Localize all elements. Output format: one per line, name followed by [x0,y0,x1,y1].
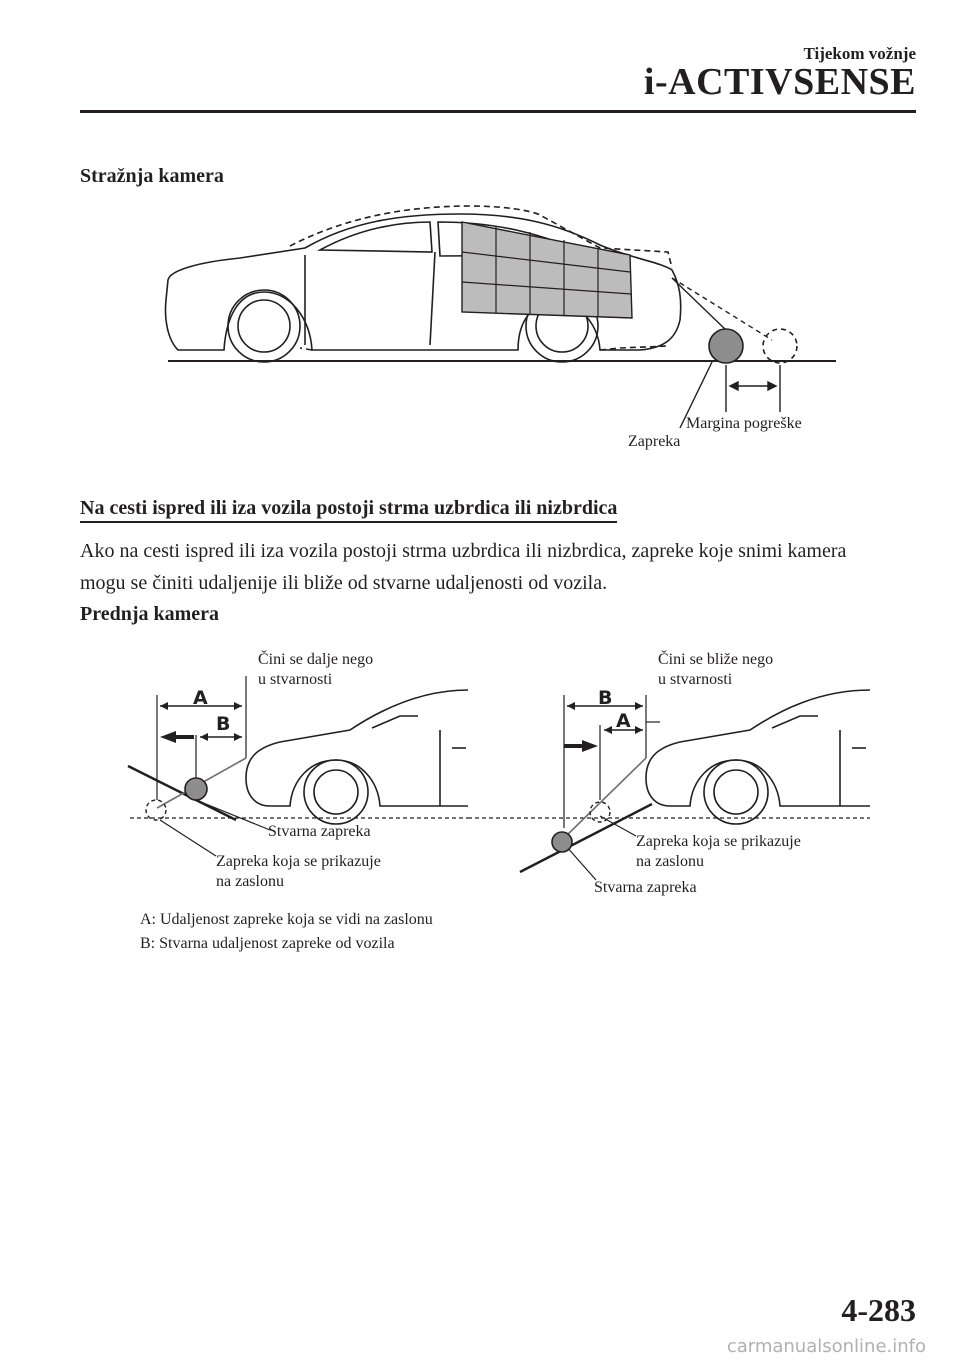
left-shown-line1: Zapreka koja se prikazuje [216,853,381,870]
left-letter-b: B [216,713,231,735]
rear-displayed-obstacle [763,329,797,363]
rear-camera-grid [462,222,632,318]
rear-actual-obstacle [709,329,743,363]
right-shown-line1: Zapreka koja se prikazuje [636,833,801,850]
right-letter-b: B [598,687,613,709]
right-appears-line1: Čini se bliže nego [658,651,774,668]
header-title: i-ACTIVSENSE [643,61,916,103]
rear-label-obstacle: Zapreka [628,433,681,450]
legend-b: B: Stvarna udaljenost zapreke od vozila [140,935,395,952]
left-letter-a: A [193,687,208,709]
section-heading: Na cesti ispred ili iza vozila postoji strma uzbrdica ili nizbrdica [80,497,617,523]
left-actual-label: Stvarna zapreka [268,823,371,840]
watermark: carmanualsonline.info [726,1336,926,1357]
front-camera-heading: Prednja kamera [80,603,220,625]
section-paragraph: Ako na cesti ispred ili iza vozila postoji strma uzbrdica ili nizbrdica, zapreke koje snimi kamera mogu se činiti udaljenije ili bliže od stvarne udaljenosti od vozila. [80,540,847,594]
header-section: Tijekom vožnje [803,44,916,63]
legend-a: A: Udaljenost zapreke koja se vidi na zaslonu [140,911,433,928]
rear-camera-heading: Stražnja kamera [80,165,224,187]
right-letter-a: A [616,710,631,732]
right-appears-line2: u stvarnosti [658,671,733,688]
rear-label-margin: Margina pogreške [686,415,802,432]
right-actual-label: Stvarna zapreka [594,879,697,896]
right-shown-line2: na zaslonu [636,853,704,870]
left-shown-line2: na zaslonu [216,873,284,890]
left-appears-line1: Čini se dalje nego [258,651,374,668]
page-number: 4-283 [841,1292,916,1328]
left-appears-line2: u stvarnosti [258,671,333,688]
